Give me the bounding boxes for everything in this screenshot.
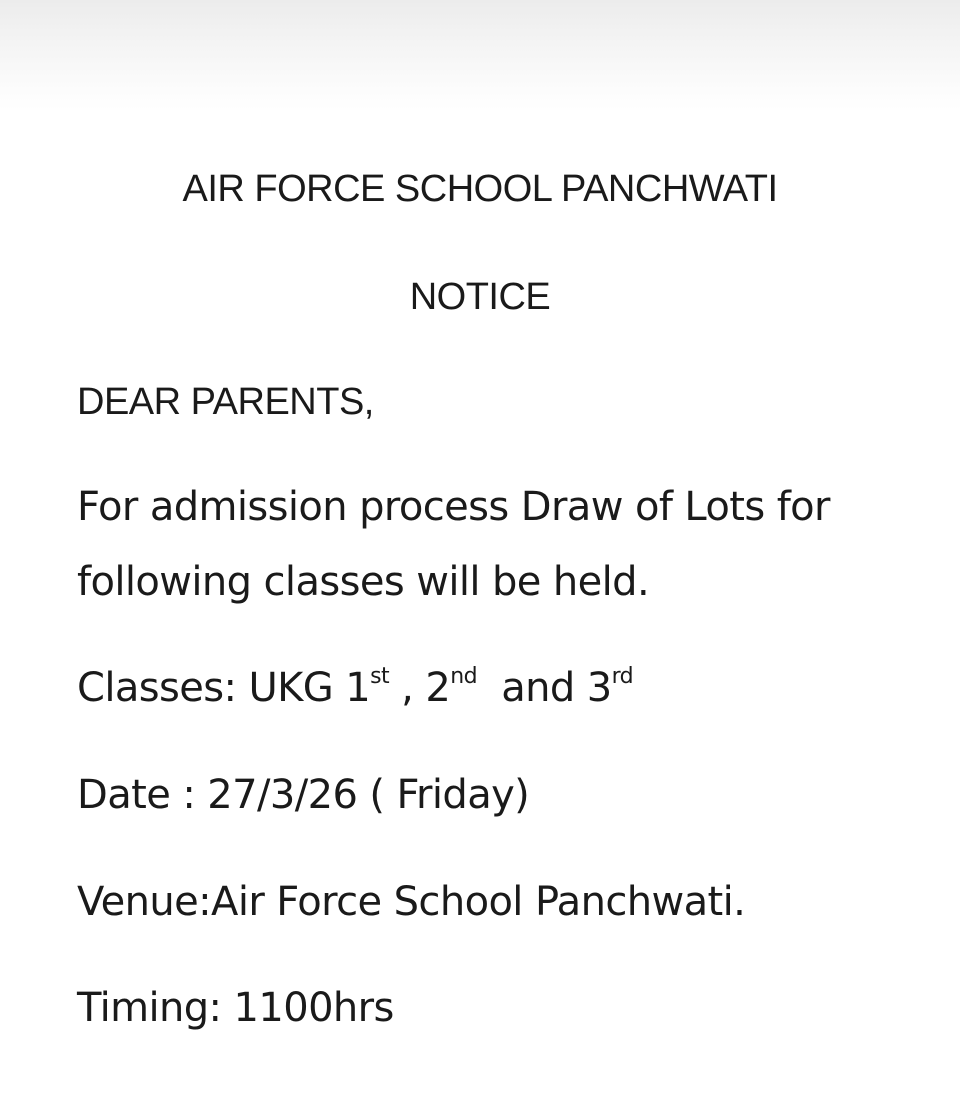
date-line: Date : 27/3/26 ( Friday) [77, 772, 530, 818]
salutation: DEAR PARENTS, [77, 381, 374, 423]
paragraph-line-1: For admission process Draw of Lots for [77, 484, 830, 530]
timing-line: Timing: 1100hrs [77, 985, 394, 1031]
classes-sup-st: st [370, 664, 390, 689]
classes-sep-2: and 3 [476, 665, 612, 711]
classes-sup-nd: nd [450, 664, 477, 689]
notice-heading: NOTICE [409, 276, 551, 318]
classes-prefix: Classes: UKG 1 [77, 665, 371, 711]
classes-sep-1: , 2 [389, 665, 451, 711]
classes-line [77, 664, 634, 711]
paragraph-line-2: following classes will be held. [77, 559, 650, 605]
venue-line: Venue:Air Force School Panchwati. [77, 879, 746, 925]
school-name: AIR FORCE SCHOOL PANCHWATI [182, 168, 778, 210]
classes-sup-rd: rd [611, 664, 634, 689]
